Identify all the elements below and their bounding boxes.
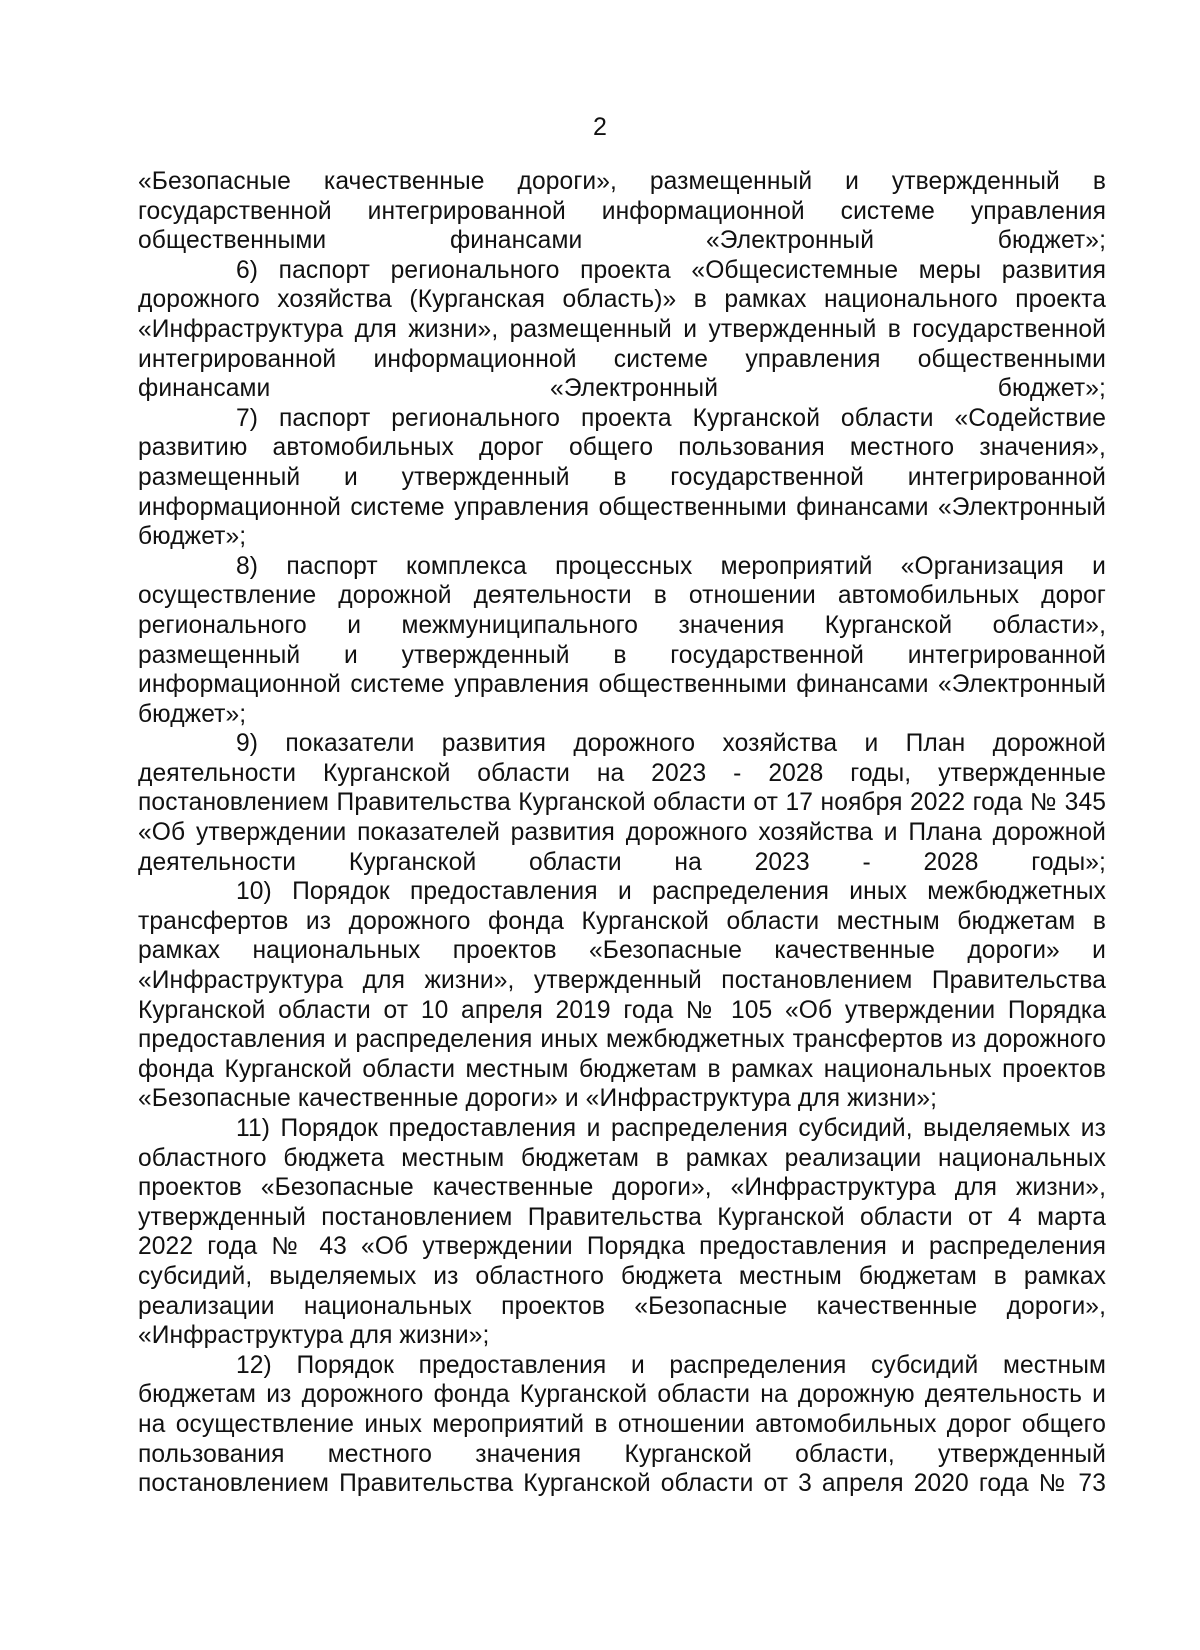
text-line: постановлением Правительства Курганской области от 17 ноября 2022 года xyxy=(138,789,1023,817)
text-line: областного бюджета местным бюджетам в рамках реализации национальных xyxy=(138,1144,1106,1172)
text-line: 9) показатели развития дорожного хозяйства и План дорожной xyxy=(236,730,1106,758)
text-line: финансами «Электронный бюджет»; xyxy=(138,375,1106,403)
text-line: размещенный и утвержденный в государственной интегрированной xyxy=(138,641,1106,669)
text-line: субсидий, выделяемых из областного бюджета местным бюджетам в рамках xyxy=(138,1262,1106,1290)
text-line: «Электронный бюджет»; xyxy=(138,671,1106,728)
text-line: 8) паспорт комплекса процессных мероприятий «Организация и xyxy=(236,552,1106,580)
page-number: 2 xyxy=(593,113,607,141)
list-item-10 xyxy=(138,877,1106,1114)
list-item-12 xyxy=(138,1351,1106,1499)
text-line: Курганской области от 10 апреля 2019 года № 105 «Об утверждении Порядка xyxy=(138,996,1106,1024)
text-line: регионального и межмуниципального значения Курганской области», xyxy=(138,611,1106,639)
list-item-6 xyxy=(138,256,1106,404)
text-line: на осуществление иных мероприятий в отношении автомобильных дорог общего xyxy=(138,1410,1106,1438)
paragraph-continuation xyxy=(138,167,1106,256)
text-line: «Инфраструктура для жизни»; xyxy=(138,1322,490,1350)
text-line: дорожного хозяйства (Курганская область)» в рамках национального проекта xyxy=(138,286,1106,314)
text-line: утвержденный постановлением Правительства Курганской области от 4 марта xyxy=(138,1203,1106,1231)
document-body xyxy=(138,167,1106,1499)
text-line: 12) Порядок предоставления и распределения субсидий местным xyxy=(236,1351,1106,1379)
list-item-8 xyxy=(138,552,1106,730)
text-line: реализации национальных проектов «Безопасные качественные дороги», xyxy=(138,1292,1106,1320)
text-line: информационной системе управления общественными финансами xyxy=(138,493,929,521)
text-line: 6) паспорт регионального проекта «Общесистемные меры развития xyxy=(236,256,1106,284)
text-line: постановлением Правительства Курганской области от 3 апреля 2020 года № 73 xyxy=(138,1470,1106,1498)
text-line: осуществление дорожной деятельности в отношении автомобильных дорог xyxy=(138,582,1106,610)
text-line: национальных проектов «Безопасные качественные дороги» и «Инфраструктура xyxy=(138,1055,1106,1113)
text-line: интегрированной информационной системе управления общественными xyxy=(138,345,1106,373)
text-line: № 345 «Об утверждении показателей развития дорожного хозяйства и Плана xyxy=(138,789,1107,847)
text-line: «Безопасные качественные дороги», размещенный и утвержденный в xyxy=(138,168,1106,195)
text-line: 10) Порядок предоставления и распределения иных межбюджетных xyxy=(236,878,1106,906)
text-line: бюджетам из дорожного фонда Курганской области на дорожную деятельность и xyxy=(138,1381,1106,1409)
text-line: рамках национальных проектов «Безопасные качественные дороги» и xyxy=(138,937,1106,965)
text-line: дорожной деятельности Курганской области на 2023 - 2028 годы»; xyxy=(138,819,1107,876)
text-line: «Инфраструктура для жизни», утвержденный постановлением Правительства xyxy=(138,967,1106,995)
text-line: 11) Порядок предоставления и распределения субсидий, выделяемых из xyxy=(236,1115,1106,1142)
list-item-7 xyxy=(138,404,1106,552)
text-line: общественными финансами «Электронный бюджет»; xyxy=(138,227,1106,255)
text-line: 2022 года № 43 «Об утверждении Порядка предоставления и распределения xyxy=(138,1233,1106,1261)
text-line: пользования местного значения Курганской области, утвержденный xyxy=(138,1440,1106,1468)
text-line: «Инфраструктура для жизни», размещенный и утвержденный в государственной xyxy=(138,315,1106,343)
text-line: информационной системе управления общественными финансами xyxy=(138,671,929,699)
text-line: для жизни»; xyxy=(797,1085,938,1113)
text-line: государственной интегрированной информационной системе управления xyxy=(138,197,1106,225)
text-line: проектов «Безопасные качественные дороги», «Инфраструктура для жизни», xyxy=(138,1174,1106,1202)
text-line: предоставления и распределения иных межбюджетных трансфертов из xyxy=(138,1026,977,1054)
text-line: «Электронный бюджет»; xyxy=(138,493,1106,551)
text-line: дорожного фонда Курганской области местным бюджетам в рамках xyxy=(138,1026,1106,1083)
text-line: деятельности Курганской области на 2023 - 2028 годы, утвержденные xyxy=(138,759,1106,787)
text-line: трансфертов из дорожного фонда Курганской области местным бюджетам в xyxy=(138,907,1106,935)
list-item-9 xyxy=(138,729,1106,877)
list-item-11 xyxy=(138,1114,1106,1351)
text-line: развитию автомобильных дорог общего пользования местного значения», xyxy=(138,434,1106,462)
text-line: 7) паспорт регионального проекта Курганской области «Содействие xyxy=(236,404,1106,432)
text-line: размещенный и утвержденный в государственной интегрированной xyxy=(138,463,1106,491)
